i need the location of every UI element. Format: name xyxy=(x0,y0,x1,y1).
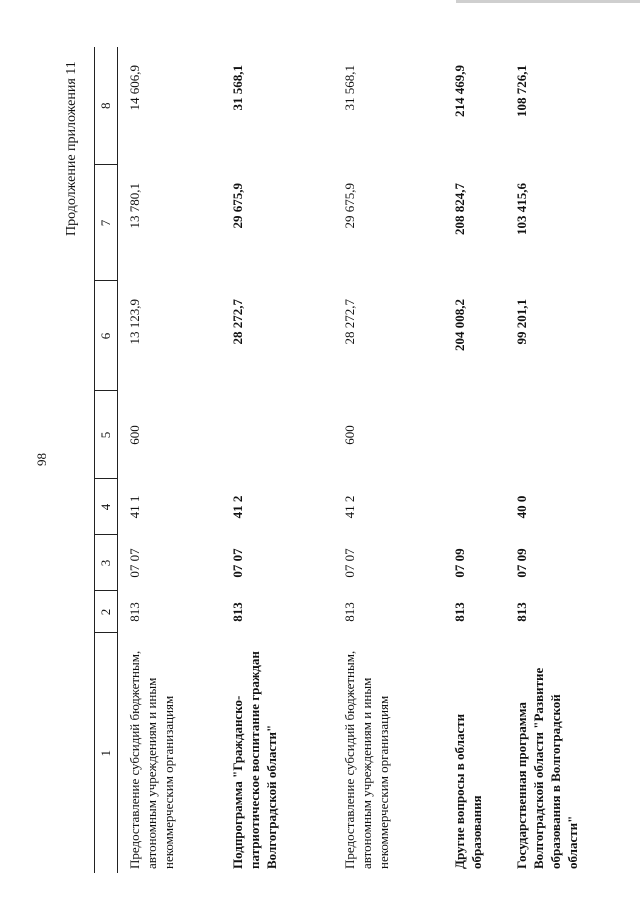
cell-amount-3: 108 726,1 xyxy=(514,65,529,117)
cell-section: 07 09 xyxy=(514,548,529,578)
cell-program xyxy=(443,479,505,535)
cell-program: 41 2 xyxy=(342,495,357,519)
col-header-4: 4 xyxy=(95,479,118,535)
cell-expense-type xyxy=(221,391,333,479)
cell-expense-type xyxy=(505,391,625,479)
page-number: 98 xyxy=(34,453,49,466)
budget-table xyxy=(94,47,625,873)
cell-amount-1: 28 272,7 xyxy=(230,299,245,345)
table-row xyxy=(505,47,625,873)
cell-amount-1: 28 272,7 xyxy=(342,299,357,345)
col-header-5: 5 xyxy=(95,391,118,479)
row-name: Предоставление субсидий бюджетным, автономным учреждениям и иным некоммерческим организациям xyxy=(342,650,391,869)
cell-ministry: 813 xyxy=(230,602,245,622)
col-header-2: 2 xyxy=(95,591,118,633)
table-row xyxy=(333,47,443,873)
row-name: Государственная программа Волгоградской области "Развитие образования в Волгоградской области" xyxy=(514,667,580,869)
appendix-caption: Продолжение приложения 11 xyxy=(64,61,79,236)
cell-amount-3: 214 469,9 xyxy=(452,65,467,117)
table-row xyxy=(221,47,333,873)
row-name: Другие вопросы в области образования xyxy=(452,713,484,869)
cell-expense-type: 600 xyxy=(342,425,357,445)
cell-amount-2: 208 824,7 xyxy=(452,183,467,235)
cell-program: 40 0 xyxy=(514,495,529,519)
budget-table-sheet xyxy=(94,47,580,873)
col-header-3: 3 xyxy=(95,535,118,591)
col-header-8: 8 xyxy=(95,47,118,165)
cell-ministry: 813 xyxy=(452,602,467,622)
cell-program: 41 2 xyxy=(230,495,245,519)
cell-ministry: 813 xyxy=(514,602,529,622)
cell-section: 07 09 xyxy=(452,548,467,578)
top-edge-mark xyxy=(456,0,640,3)
cell-amount-1: 204 008,2 xyxy=(452,299,467,351)
cell-ministry: 813 xyxy=(342,602,357,622)
col-header-7: 7 xyxy=(95,165,118,281)
cell-amount-2: 29 675,9 xyxy=(342,183,357,229)
cell-amount-3: 31 568,1 xyxy=(230,65,245,111)
cell-amount-3: 31 568,1 xyxy=(342,65,357,111)
cell-section: 07 07 xyxy=(230,548,245,578)
cell-expense-type xyxy=(443,391,505,479)
col-header-6: 6 xyxy=(95,281,118,391)
cell-expense-type: 600 xyxy=(127,425,142,445)
cell-amount-2: 103 415,6 xyxy=(514,183,529,235)
cell-ministry: 813 xyxy=(127,602,142,622)
row-name: Подпрограмма "Гражданско-патриотическое воспитание граждан Волгоградской области" xyxy=(230,651,279,869)
table-row xyxy=(118,47,222,873)
cell-amount-3: 14 606,9 xyxy=(127,65,142,111)
cell-section: 07 07 xyxy=(342,548,357,578)
cell-program: 41 1 xyxy=(127,495,142,519)
col-header-1: 1 xyxy=(95,633,118,873)
cell-amount-1: 99 201,1 xyxy=(514,299,529,345)
cell-amount-1: 13 123,9 xyxy=(127,299,142,345)
row-name: Предоставление субсидий бюджетным, автономным учреждениям и иным некоммерческим организациям xyxy=(127,650,176,869)
table-row xyxy=(443,47,505,873)
cell-section: 07 07 xyxy=(127,548,142,578)
cell-amount-2: 13 780,1 xyxy=(127,183,142,229)
cell-amount-2: 29 675,9 xyxy=(230,183,245,229)
header-row xyxy=(95,47,118,873)
